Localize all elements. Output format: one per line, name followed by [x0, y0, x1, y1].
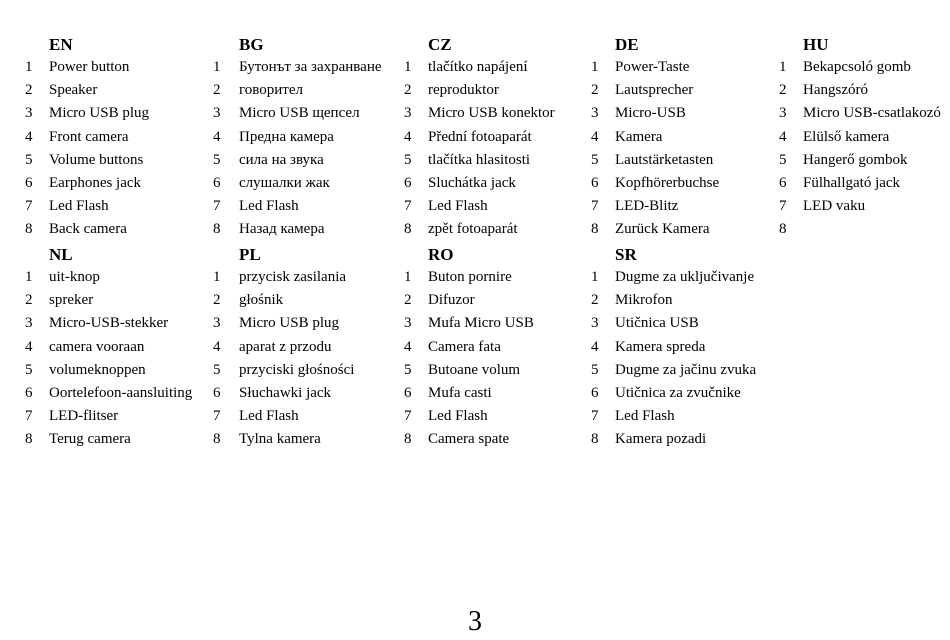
item-number: 2: [213, 82, 221, 99]
item-number: 2: [25, 82, 33, 99]
item-number: 8: [213, 431, 221, 448]
item-number: 3: [591, 315, 599, 332]
item-number: 1: [779, 59, 787, 75]
item-label: reproduktor: [428, 82, 499, 99]
item-label: Hangszóró: [803, 82, 868, 99]
language-header-row: [0, 34, 950, 57]
item-number: 2: [591, 82, 599, 99]
item-label: Micro USB-csatlakozó: [803, 105, 941, 122]
item-number: 7: [213, 408, 221, 425]
table-row: [0, 383, 950, 406]
item-label: Camera spate: [428, 431, 510, 448]
item-label: camera vooraan: [49, 338, 145, 355]
table-row: [0, 196, 950, 219]
item-label: Led Flash: [615, 408, 675, 425]
page-number: 3: [468, 606, 482, 637]
item-label: zpět fotoaparát: [428, 221, 518, 238]
item-number: 8: [591, 431, 599, 448]
item-number: 2: [213, 292, 221, 309]
item-number: 6: [213, 174, 221, 191]
item-number: 6: [591, 384, 599, 401]
item-label: Oortelefoon-aansluiting: [49, 384, 193, 401]
item-label: tlačítka hlasitosti: [428, 151, 531, 168]
item-number: 6: [213, 384, 221, 401]
item-number: 1: [591, 269, 599, 285]
item-number: 3: [779, 105, 787, 122]
language-heading-sr: SR: [615, 245, 637, 264]
item-number: 1: [213, 59, 221, 75]
item-label: Kopfhörerbuchse: [615, 174, 720, 191]
item-label: Micro-USB-stekker: [49, 315, 169, 332]
item-label: Speaker: [49, 82, 98, 99]
item-label: Słuchawki jack: [239, 384, 332, 401]
item-number: 3: [25, 105, 33, 122]
parts-table-top: [0, 34, 950, 243]
item-label: uit-knop: [49, 269, 100, 285]
item-number: 5: [779, 151, 787, 168]
item-number: 6: [404, 174, 412, 191]
item-number: 5: [404, 361, 412, 378]
item-label: Бутонът за захранване: [239, 59, 382, 75]
item-number: 1: [404, 269, 412, 285]
item-number: 7: [591, 408, 599, 425]
item-label: Led Flash: [428, 198, 488, 215]
language-heading-ro: RO: [428, 245, 454, 264]
item-label: Micro USB plug: [239, 315, 340, 332]
item-label: Sluchátka jack: [428, 174, 516, 191]
item-label: Lautstärketasten: [615, 151, 714, 168]
table-row: [0, 80, 950, 103]
item-number: 5: [25, 361, 33, 378]
table-row: [0, 173, 950, 196]
item-label: Buton pornire: [428, 269, 512, 285]
item-number: 5: [591, 151, 599, 168]
item-label: Bekapcsoló gomb: [803, 59, 911, 75]
table-row: [0, 219, 950, 242]
table-row: [0, 267, 950, 290]
language-heading-cz: CZ: [428, 35, 452, 54]
item-number: 7: [25, 408, 33, 425]
table-row: [0, 290, 950, 313]
item-number: 5: [213, 151, 221, 168]
item-number: 6: [404, 384, 412, 401]
table-row: [0, 429, 950, 452]
item-number: 5: [404, 151, 412, 168]
item-number: 7: [779, 198, 787, 215]
item-number: 4: [404, 338, 412, 355]
item-label: Micro USB plug: [49, 105, 150, 122]
item-number: 8: [404, 431, 412, 448]
item-number: 2: [404, 82, 412, 99]
item-number: 1: [404, 59, 412, 75]
item-label: LED vaku: [803, 198, 866, 215]
item-label: Kamera spreda: [615, 338, 706, 355]
item-number: 8: [779, 221, 787, 238]
table-row: [0, 313, 950, 336]
item-number: 2: [25, 292, 33, 309]
item-number: 4: [404, 128, 412, 145]
item-number: 2: [404, 292, 412, 309]
language-heading-pl: PL: [239, 245, 261, 264]
item-number: 7: [25, 198, 33, 215]
item-number: 7: [591, 198, 599, 215]
item-label: Front camera: [49, 128, 129, 145]
item-label: Led Flash: [428, 408, 488, 425]
table-row: [0, 406, 950, 429]
item-label: Led Flash: [239, 408, 299, 425]
item-label: Micro-USB: [615, 105, 686, 122]
item-label: Kamera: [615, 128, 663, 145]
language-heading-nl: NL: [49, 245, 73, 264]
item-number: 2: [591, 292, 599, 309]
item-label: Tylna kamera: [239, 431, 321, 448]
item-label: Lautsprecher: [615, 82, 694, 99]
item-number: 6: [779, 174, 787, 191]
table-row: [0, 360, 950, 383]
item-label: Terug camera: [49, 431, 131, 448]
language-header-row: [0, 244, 950, 267]
item-label: Power button: [49, 59, 130, 75]
item-label: говорител: [239, 82, 303, 99]
item-label: LED-Blitz: [615, 198, 679, 215]
item-number: 8: [25, 431, 33, 448]
item-label: сила на звука: [239, 151, 324, 168]
item-number: 6: [25, 174, 33, 191]
item-label: Butoane volum: [428, 361, 521, 378]
item-number: 3: [591, 105, 599, 122]
parts-table-bottom: [0, 244, 950, 453]
item-number: 8: [213, 221, 221, 238]
item-label: Mikrofon: [615, 292, 673, 309]
item-label: spreker: [49, 292, 94, 309]
item-label: Přední fotoaparát: [428, 128, 532, 145]
item-label: Back camera: [49, 221, 127, 238]
item-number: 2: [779, 82, 787, 99]
item-label: Led Flash: [49, 198, 109, 215]
item-number: 8: [404, 221, 412, 238]
item-number: 7: [213, 198, 221, 215]
item-number: 5: [25, 151, 33, 168]
language-heading-en: EN: [49, 35, 73, 54]
item-label: Elülső kamera: [803, 128, 890, 145]
table-row: [0, 150, 950, 173]
item-number: 6: [591, 174, 599, 191]
item-label: Difuzor: [428, 292, 475, 309]
item-label: volumeknoppen: [49, 361, 146, 378]
item-label: przyciski głośności: [239, 361, 355, 378]
item-number: 3: [213, 105, 221, 122]
item-label: Mufa casti: [428, 384, 492, 401]
item-number: 1: [25, 59, 33, 75]
item-label: Hangerő gombok: [803, 151, 908, 168]
language-heading-hu: HU: [803, 35, 829, 54]
item-label: aparat z przodu: [239, 338, 332, 355]
item-label: Power-Taste: [615, 59, 690, 75]
item-label: tlačítko napájení: [428, 59, 528, 75]
item-label: przycisk zasilania: [239, 269, 347, 285]
item-number: 4: [591, 338, 599, 355]
item-label: Camera fata: [428, 338, 501, 355]
item-label: Volume buttons: [49, 151, 144, 168]
item-label: Dugme za uključivanje: [615, 269, 755, 285]
item-number: 8: [591, 221, 599, 238]
item-label: Utičnica USB: [615, 315, 699, 332]
item-number: 4: [25, 128, 33, 145]
item-label: Led Flash: [239, 198, 299, 215]
item-label: Earphones jack: [49, 174, 142, 191]
table-row: [0, 103, 950, 126]
item-number: 1: [213, 269, 221, 285]
item-number: 3: [25, 315, 33, 332]
item-number: 3: [404, 315, 412, 332]
language-heading-de: DE: [615, 35, 639, 54]
item-label: слушалки жак: [239, 174, 330, 191]
item-number: 1: [25, 269, 33, 285]
item-number: 3: [404, 105, 412, 122]
table-row: [0, 337, 950, 360]
item-label: LED-flitser: [49, 408, 119, 425]
table-row: [0, 57, 950, 80]
item-number: 5: [213, 361, 221, 378]
item-number: 7: [404, 408, 412, 425]
item-number: 4: [779, 128, 787, 145]
item-number: 4: [25, 338, 33, 355]
item-label: Назад камера: [239, 221, 325, 238]
item-label: Fülhallgató jack: [803, 174, 901, 191]
item-label: Micro USB konektor: [428, 105, 555, 122]
item-label: Kamera pozadi: [615, 431, 707, 448]
item-number: 4: [213, 338, 221, 355]
item-number: 4: [591, 128, 599, 145]
item-number: 8: [25, 221, 33, 238]
language-heading-bg: BG: [239, 35, 264, 54]
item-number: 1: [591, 59, 599, 75]
item-label: Utičnica za zvučnike: [615, 384, 741, 401]
item-label: Mufa Micro USB: [428, 315, 534, 332]
item-number: 5: [591, 361, 599, 378]
table-row: [0, 127, 950, 150]
item-label: głośnik: [239, 292, 284, 309]
item-label: Micro USB щепсел: [239, 105, 360, 122]
item-number: 3: [213, 315, 221, 332]
item-label: Dugme za jačinu zvuka: [615, 361, 757, 378]
item-label: Предна камера: [239, 128, 334, 145]
item-number: 7: [404, 198, 412, 215]
item-number: 4: [213, 128, 221, 145]
item-label: Zurück Kamera: [615, 221, 710, 238]
item-number: 6: [25, 384, 33, 401]
